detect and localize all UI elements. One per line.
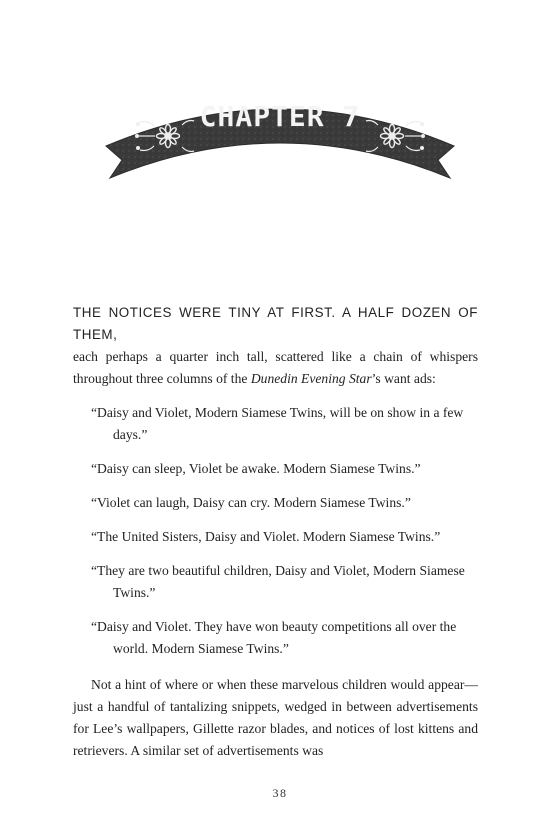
- notice-item: “Violet can laugh, Daisy can cry. Modern Siamese Twins.”: [91, 495, 411, 510]
- intro-line-3: throughout three columns of the Dunedin Evening Star’s want ads:: [73, 371, 436, 386]
- chapter-banner: [104, 78, 456, 188]
- newspaper-title: Dunedin Evening Star: [250, 371, 372, 386]
- page-number: 38: [272, 786, 288, 800]
- notice-item: “Daisy can sleep, Violet be awake. Modern Siamese Twins.”: [91, 461, 421, 476]
- notice-item: “They are two beautiful children, Daisy and Violet, Modern Siamese Twins.”: [91, 563, 465, 600]
- notice-item: “Daisy and Violet, Modern Siamese Twins, will be on show in a few days.”: [91, 405, 464, 442]
- notice-item: “The United Sisters, Daisy and Violet. Modern Siamese Twins.”: [91, 529, 441, 544]
- lead-in-caps: THE NOTICES WERE TINY AT FIRST. A HALF DOZEN OF THEM,: [73, 305, 478, 342]
- intro-line: each perhaps a quarter inch tall, scattered like a chain of whispers: [73, 349, 478, 364]
- notice-item: “Daisy and Violet. They have won beauty competitions all over the world. Modern Siamese Twins.”: [91, 619, 457, 656]
- body-text: [73, 302, 478, 762]
- notices-list: [73, 402, 478, 660]
- paragraph: Not a hint of where or when these marvelous children would appear—just a handful of tantalizing snippets, wedged in between advertisements for Lee’s wallpapers, Gillette razor blades, and notices of lost kittens and retrievers. A similar set of advertisements was: [73, 677, 478, 758]
- chapter-title: CHAPTER 7: [199, 100, 361, 133]
